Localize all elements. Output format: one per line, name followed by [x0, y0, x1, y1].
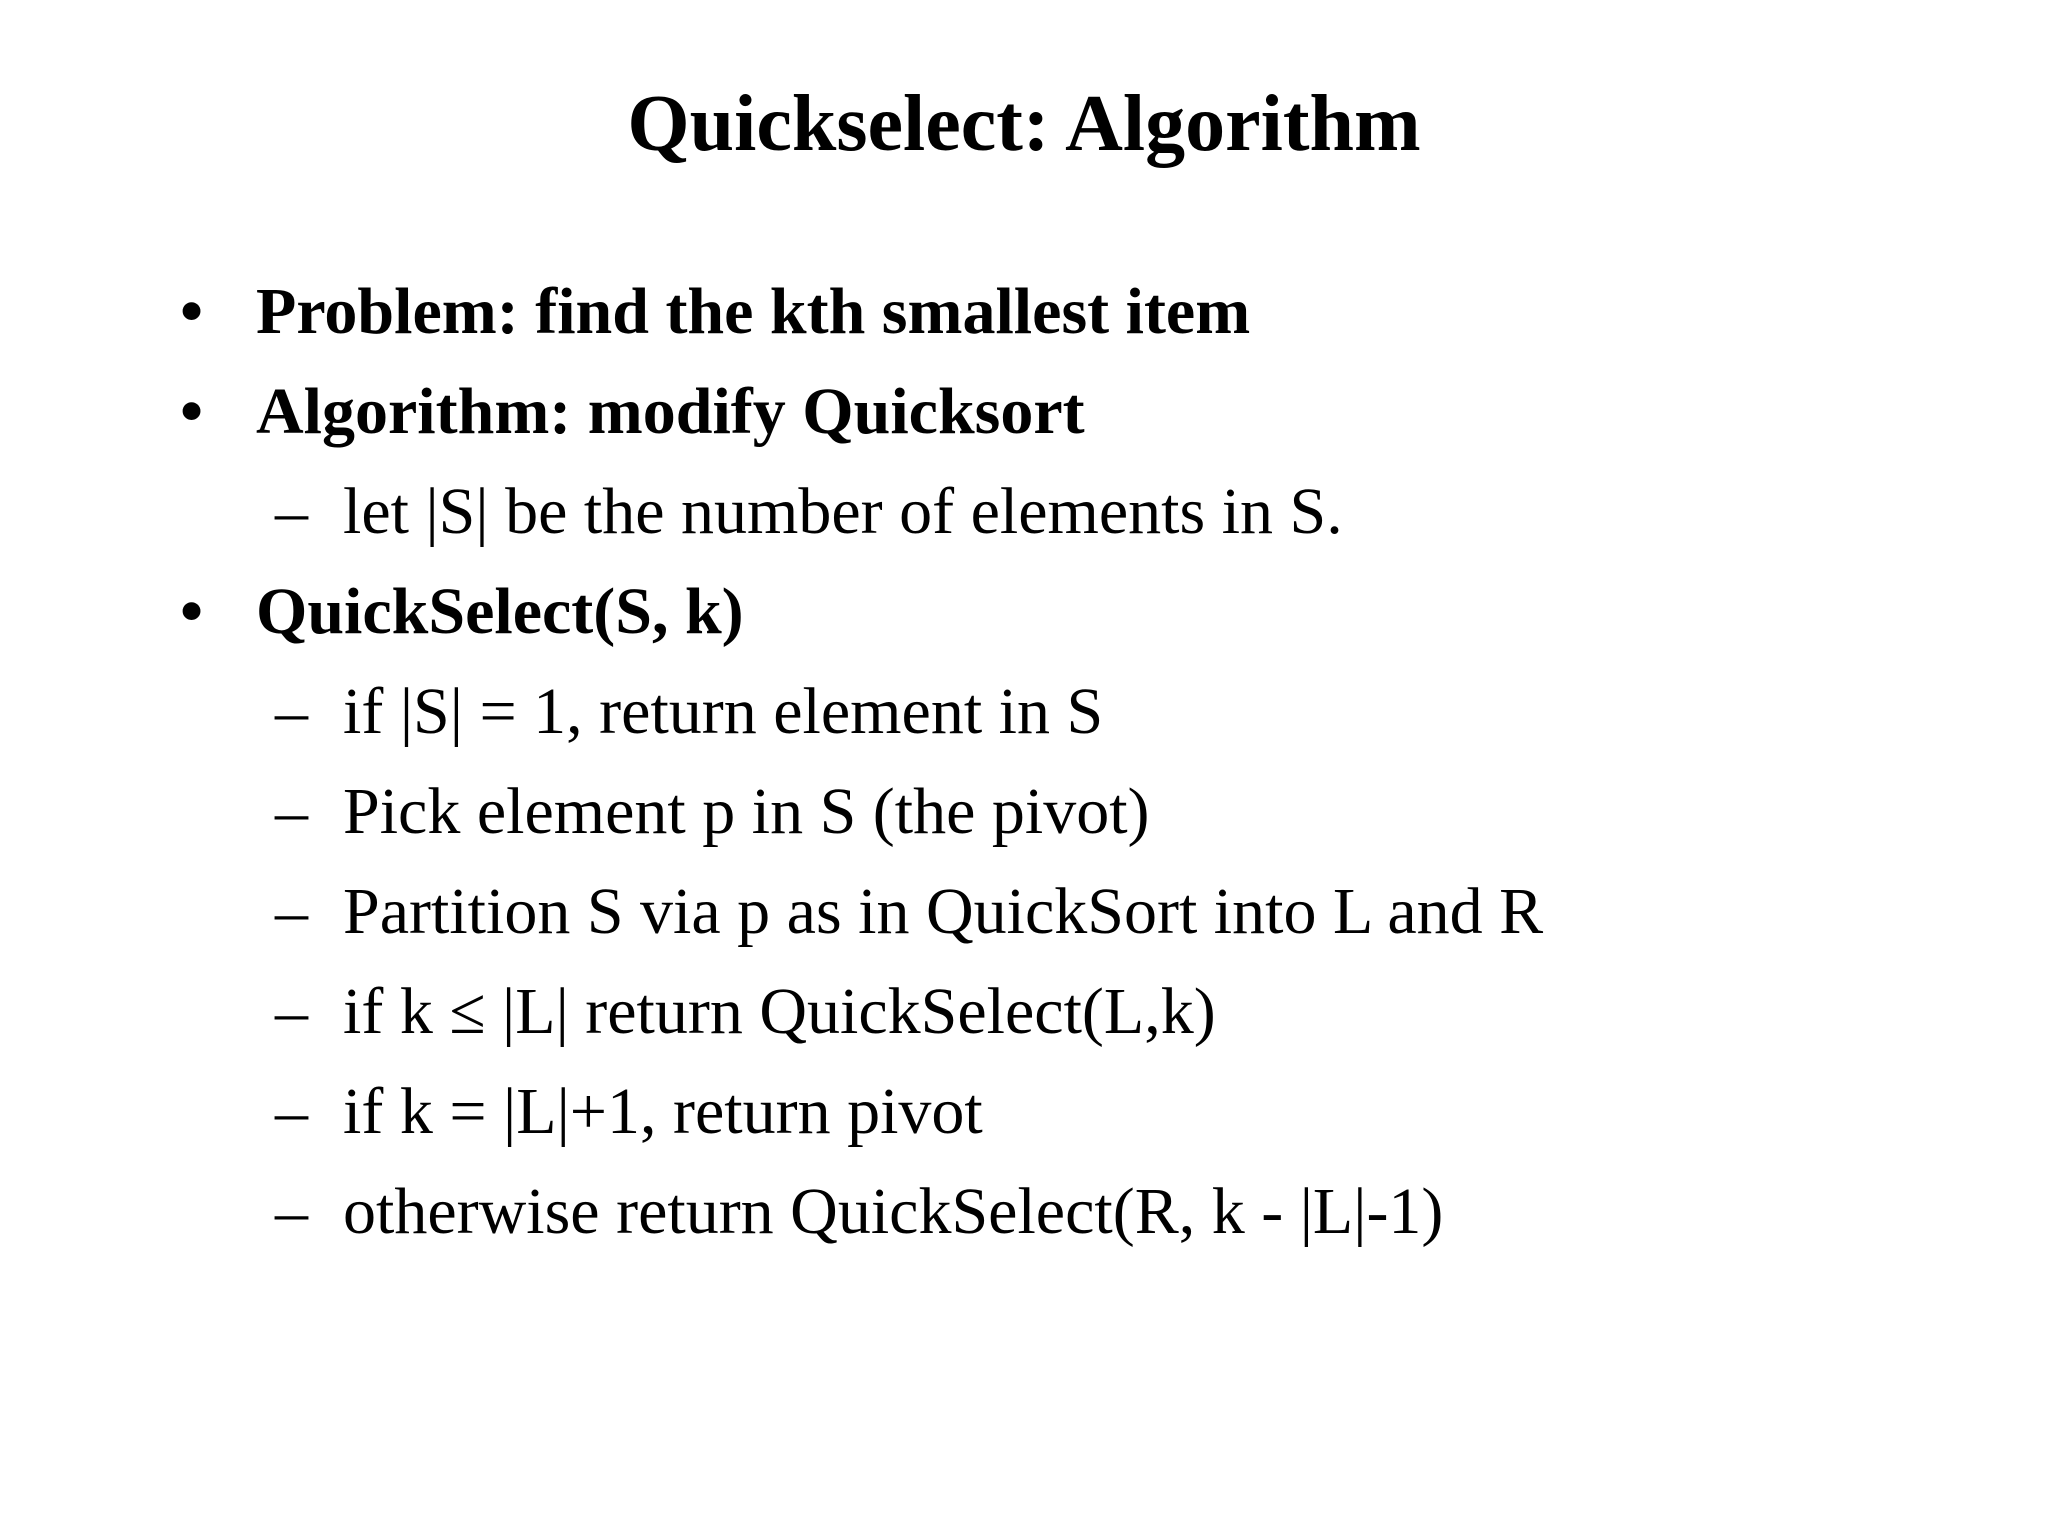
bullet-marker: •: [180, 375, 204, 448]
dash-marker: –: [275, 875, 308, 948]
sub-bullet-item: [275, 1172, 1443, 1252]
dash-marker: –: [275, 675, 308, 748]
sub-bullet-text: if k = |L|+1, return pivot: [343, 1075, 983, 1148]
sub-bullet-text: Pick element p in S (the pivot): [343, 775, 1150, 848]
sub-bullet-text: otherwise return QuickSelect(R, k - |L|-1): [343, 1175, 1444, 1248]
sub-bullet-item: [275, 872, 1543, 952]
sub-bullet-text: if |S| = 1, return element in S: [343, 675, 1104, 748]
bullet-item: [180, 272, 1250, 352]
bullet-marker: •: [180, 575, 204, 648]
bullet-text: QuickSelect(S, k): [256, 575, 744, 648]
slide-title: Quickselect: Algorithm: [627, 80, 1421, 168]
dash-marker: –: [275, 1075, 308, 1148]
bullet-item: [180, 572, 744, 652]
sub-bullet-text: Partition S via p as in QuickSort into L and R: [343, 875, 1544, 948]
bullet-marker: •: [180, 275, 204, 348]
sub-bullet-item: [275, 1072, 983, 1152]
sub-bullet-item: [275, 972, 1216, 1052]
sub-bullet-item: [275, 772, 1150, 852]
sub-bullet-item: [275, 472, 1343, 552]
dash-marker: –: [275, 475, 308, 548]
dash-marker: –: [275, 1175, 308, 1248]
sub-bullet-text: let |S| be the number of elements in S.: [343, 475, 1343, 548]
bullet-text: Algorithm: modify Quicksort: [256, 375, 1085, 448]
bullet-item: [180, 372, 1085, 452]
dash-marker: –: [275, 775, 308, 848]
dash-marker: –: [275, 975, 308, 1048]
sub-bullet-text: if k ≤ |L| return QuickSelect(L,k): [343, 975, 1216, 1048]
bullet-text: Problem: find the kth smallest item: [256, 275, 1251, 348]
sub-bullet-item: [275, 672, 1103, 752]
